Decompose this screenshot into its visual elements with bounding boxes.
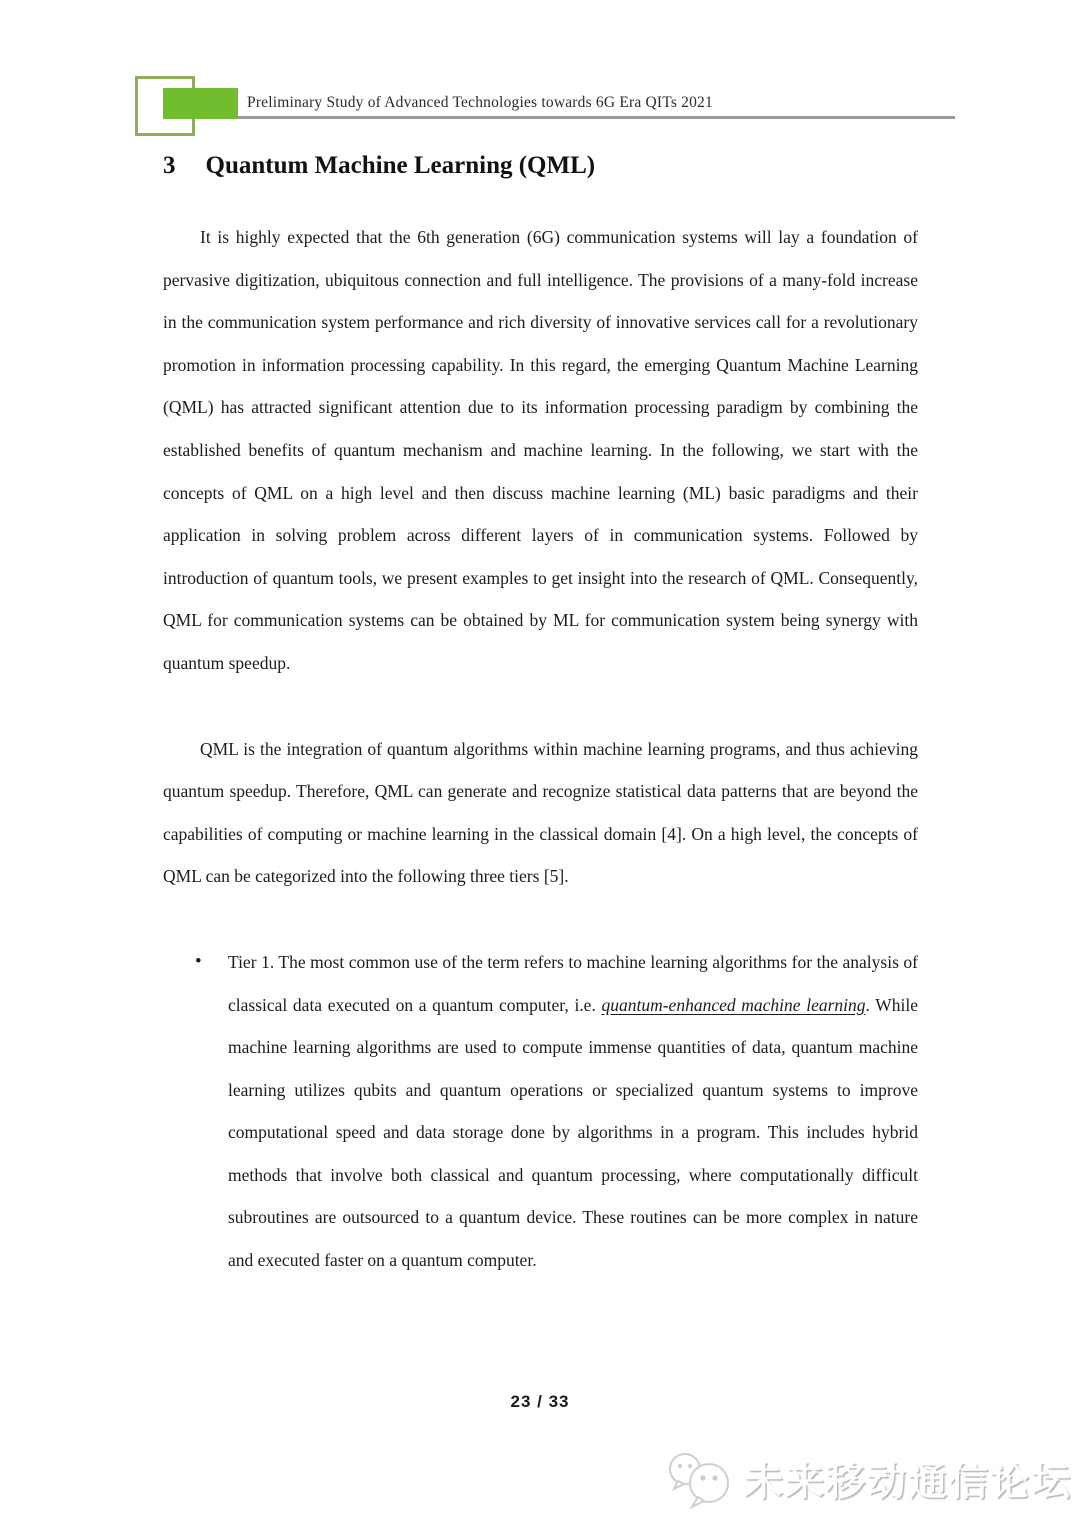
section-title-text: Quantum Machine Learning (QML) [205,152,596,179]
bullet-text-before: Tier 1. The most common use of the term refers to machine learning algorithms for the analysis of classical data executed on a quantum computer, i.e. [228,951,918,1015]
wechat-chat-bubbles-icon [664,1448,736,1510]
bullet-text-emphasis: quantum-enhanced machine learning [601,994,866,1015]
header-divider-line [205,116,955,119]
section-heading [163,152,918,180]
running-header-title: Preliminary Study of Advanced Technologies towards 6G Era QITs 2021 [247,94,713,111]
paragraph-intro: It is highly expected that the 6th generation (6G) communication systems will lay a foundation of pervasive digitization, ubiquitous connection and full intelligence. The provisions of a many-fold increase in the communication system performance and rich diversity of innovative services call for a revolutionary promotion in information processing capability. In this regard, the emerging Quantum Machine Learning (QML) has attracted significant attention due to its information processing paradigm by combining the established benefits of quantum mechanism and machine learning. In the following, we start with the concepts of QML on a high level and then discuss machine learning (ML) basic paradigms and their application in solving problem across different layers of in communication systems. Followed by introduction of quantum tools, we present examples to get insight into the research of QML. Consequently, QML for communication systems can be obtained by ML for communication system being synergy with quantum speedup. [163,227,918,673]
paragraph-qml-definition: QML is the integration of quantum algorithms within machine learning programs, and thus achieving quantum speedup. Therefore, QML can generate and recognize statistical data patterns that are beyond the capabilities of computing or machine learning in the classical domain [4]. On a high level, the concepts of QML can be categorized into the following three tiers [5]. [163,738,918,887]
watermark [664,1448,1072,1510]
logo-green-rectangle [163,88,238,119]
watermark-text: 未来移动通信论坛 [743,1461,1072,1504]
section-number: 3 [163,152,176,179]
document-body [163,152,918,1282]
bullet-marker: • [195,950,202,972]
bullet-item-tier1 [163,941,918,1282]
bullet-text-tier1 [228,941,918,1282]
page-number: 23 / 33 [510,1392,570,1411]
bullet-text-after: . While machine learning algorithms are used to compute immense quantities of data, quantum machine learning utilizes qubits and quantum operations or specialized quantum systems to improve computational speed and data storage done by algorithms in a program. This includes hybrid methods that involve both classical and quantum processing, where computationally difficult subroutines are outsourced to a quantum device. These routines can be more complex in nature and executed faster on a quantum computer. [228,994,918,1271]
